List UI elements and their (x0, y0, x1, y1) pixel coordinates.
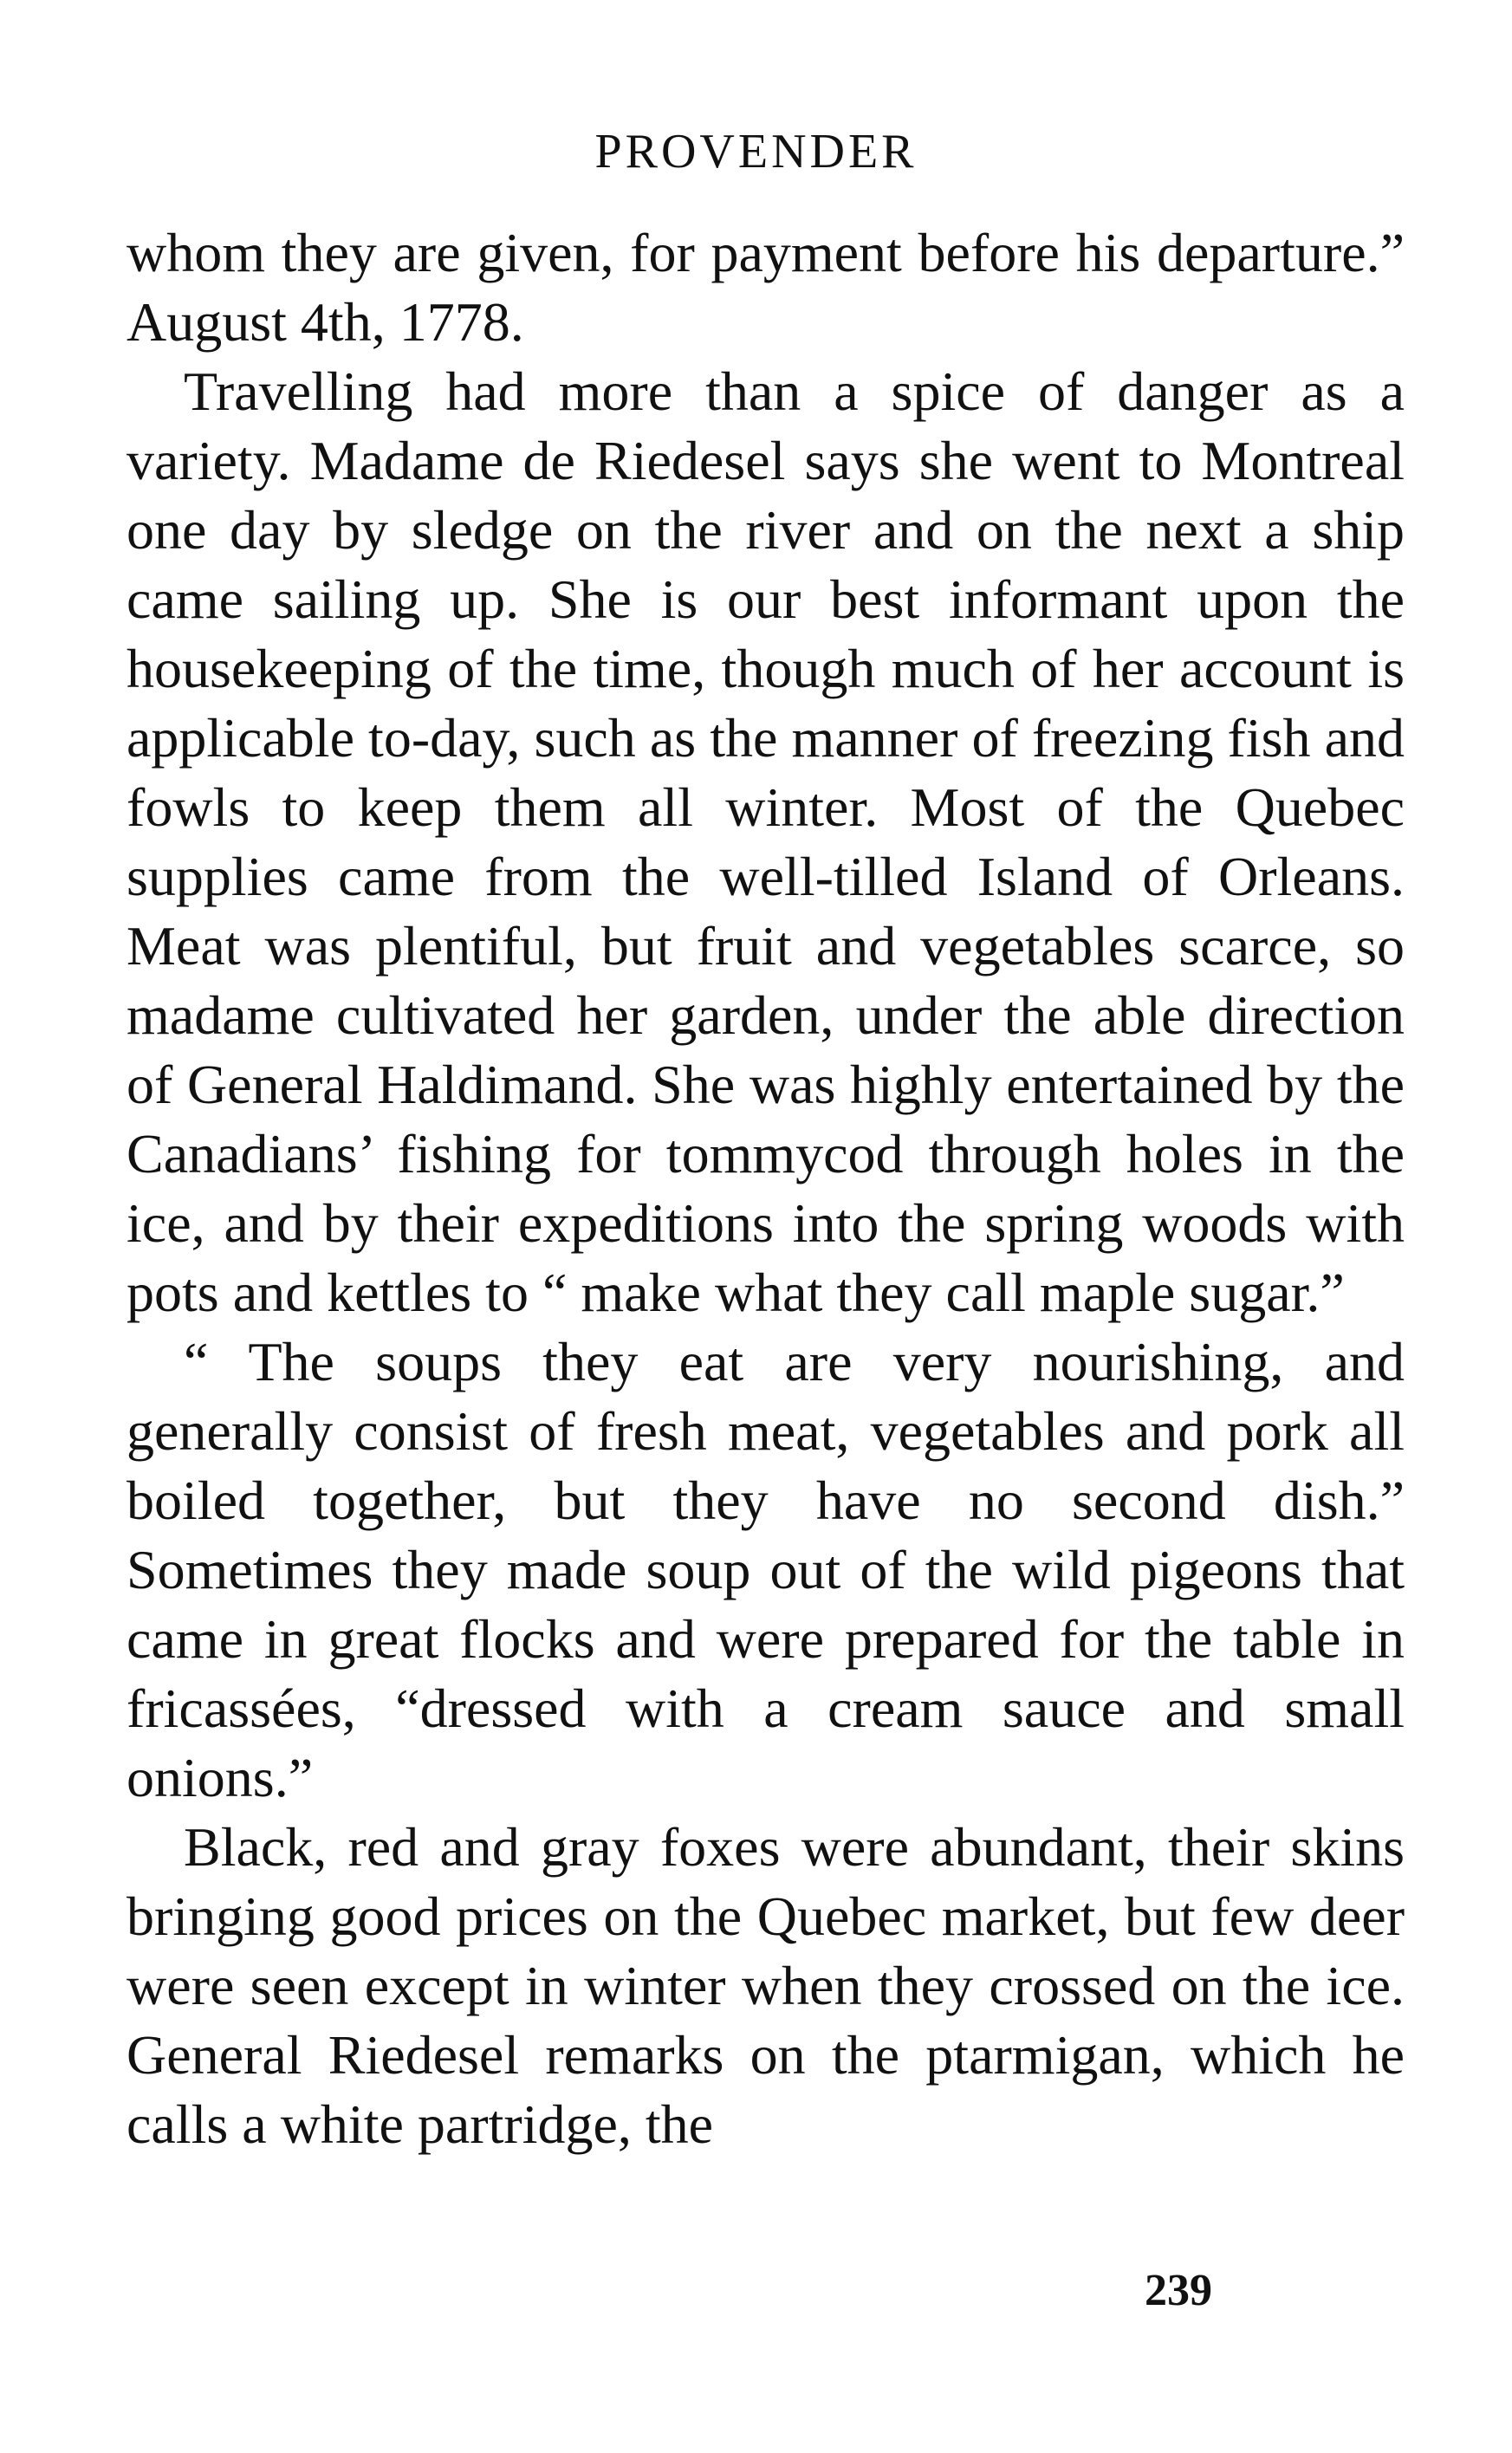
paragraph-continuation: whom they are given, for payment before his departure.” August 4th, 1778. (127, 222, 1405, 353)
running-head: PROVENDER (594, 125, 918, 178)
body-text (127, 218, 1405, 2159)
paragraph-soups: “ The soups they eat are very nourishing, and generally consist of fresh meat, vegetables and pork all boiled together, but they have no second dish.” Sometimes they made soup out of the wild pigeons that came in great flocks and were prepared for the table in fricassées, “dressed with a cream sauce and small onions.” (127, 1331, 1405, 1808)
paragraph-travelling: Travelling had more than a spice of danger as a variety. Madame de Riedesel says she went to Montreal one day by sledge on the river and on the next a ship came sailing up. She is our best informant upon the housekeeping of the time, though much of her account is applicable to-day, such as the manner of freezing fish and fowls to keep them all winter. Most of the Quebec supplies came from the well-tilled Island of Orleans. Meat was plentiful, but fruit and vegetables scarce, so madame cultivated her garden, under the able direction of General Haldimand. She was highly entertained by the Canadians’ fishing for tommycod through holes in the ice, and by their expeditions into the spring woods with pots and kettles to “ make what they call maple sugar.” (127, 360, 1405, 1323)
page-number: 239 (1145, 2266, 1212, 2315)
paragraph-foxes: Black, red and gray foxes were abundant, their skins bringing good prices on the Quebec market, but few deer were seen except in winter when they crossed on the ice. General Riedesel remarks on the ptarmigan, which he calls a white partridge, the (127, 1816, 1405, 2155)
